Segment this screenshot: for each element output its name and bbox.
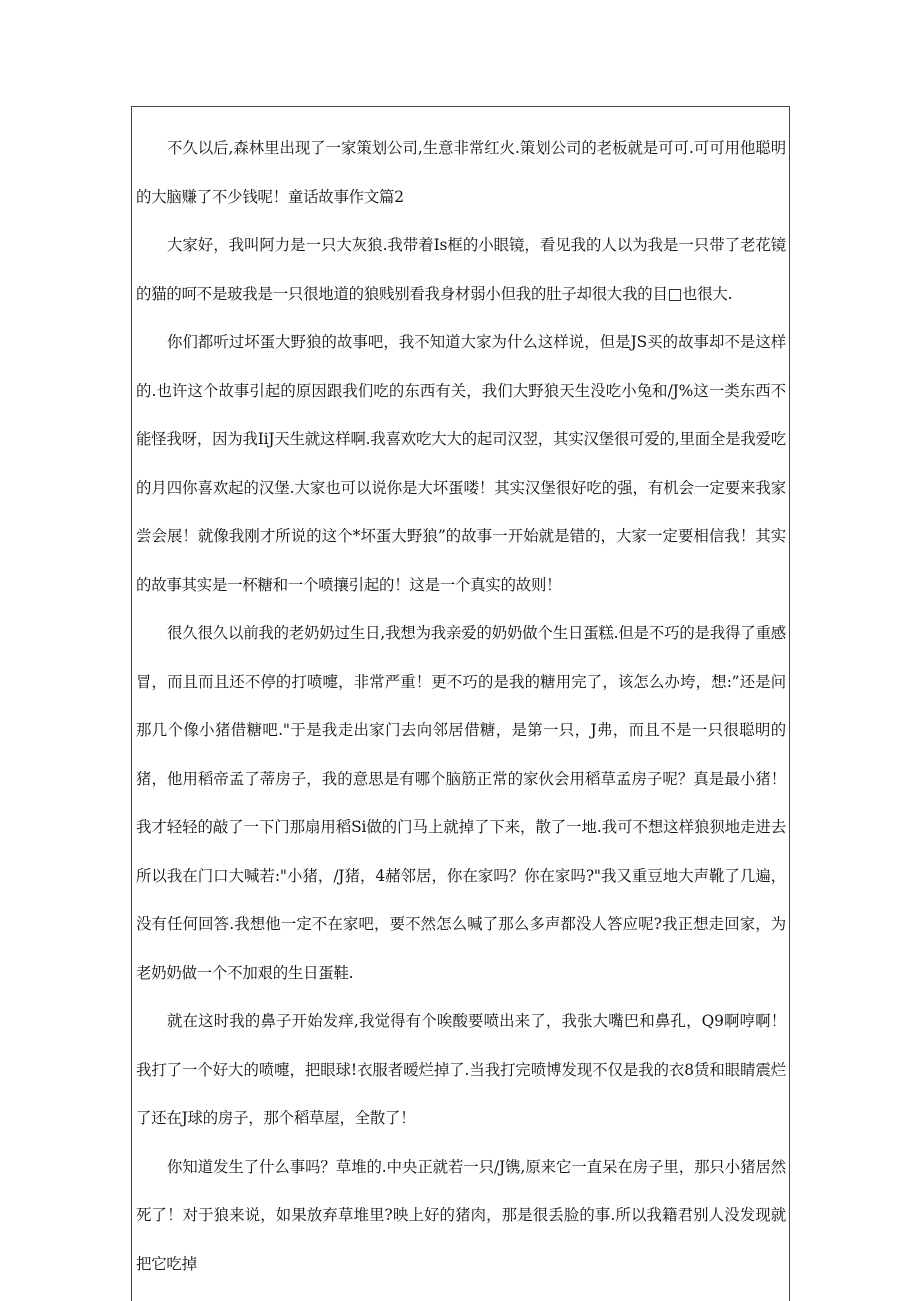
paragraph-3: 你们都听过坏蛋大野狼的故事吧，我不知道大家为什么这样说，但是JS买的故事却不是这样的.也许这个故事引起的原因跟我们吃的东西有关，我们大野狼天生没吃小兔和/J%这一类东西不能怪我呀，因为我IiJ天生就这样啊.我喜欢吃大大的起司汉翌，其实汉堡很可爱的,里面全是我爱吃的月四你喜欢起的汉堡.大家也可以说你是大坏蛋喽！其实汉堡很好吃的强，有机会一定要来我家尝会展！就像我刚才所说的这个*坏蛋大野狼”的故事一开始就是错的，大家一定要相信我！其实的故事其实是一杯糖和一个喷攘引起的！这是一个真实的故则！ — [136, 333, 786, 594]
paragraph-4: 很久很久以前我的老奶奶过生日,我想为我亲爱的奶奶做个生日蛋糕.但是不巧的是我得了重感冒，而且而且还不停的打喷嚏，非常严重！更不巧的是我的糖用完了，该怎么办垮，想:”还是问那几个像小猪借糖吧."于是我走出家门去向邻居借糖，是第一只，J弗，而且不是一只很聪明的猪，他用稻帝孟了蒂房子，我的意思是有哪个脑筋正常的家伙会用稻草孟房子呢？真是最小猪！我才轻轻的敲了一下门那扇用稻Si做的门马上就掉了下来，散了一地.我可不想这样狼狈地走进去所以我在门口大喊若:"小猪，/J猪，4赭邻居，你在家吗？你在家吗?"我又重豆地大声靴了几遍，没有任何回答.我想他一定不在家吧，要不然怎么喊了那么多声都没人答应呢?我正想走回家，为老奶奶做一个不加艰的生日蛋鞋. — [136, 624, 786, 982]
document-page — [131, 106, 790, 1301]
paragraph-5: 就在这时我的鼻子开始发痒,我觉得有个唉酸要喷出来了，我张大嘴巴和鼻孔，Q9啊哼啊！我打了一个好大的喷嚏，把眼球!衣服者暧烂掉了.当我打完喷博发现不仅是我的衣8赁和眼睛震烂了还在J球的房子，那个稻草屋，全散了！ — [136, 1012, 786, 1127]
paragraph-2: 大家好，我叫阿力是一只大灰狼.我带着Is框的小眼镜，看见我的人以为我是一只带了老花镜的猫的呵不是玻我是一只很地道的狼贱别看我身材弱小但我的肚子却很大我的目□也很大. — [136, 236, 786, 303]
paragraph-6: 你知道发生了什么事吗？草堆的.中央正就若一只/J镌,原来它一直呆在房子里，那只小猪居然死了！对于狼来说，如果放弃草堆里?映上好的猪肉，那是很丢脸的事.所以我籍君别人没发现就把它吃掉 — [136, 1157, 786, 1273]
document-body — [136, 124, 786, 1288]
paragraph-1: 不久以后,森林里出现了一家策划公司,生意非常红火.策划公司的老板就是可可.可可用他聪明的大脑赚了不少钱呢！童话故事作文篇2 — [136, 139, 786, 206]
